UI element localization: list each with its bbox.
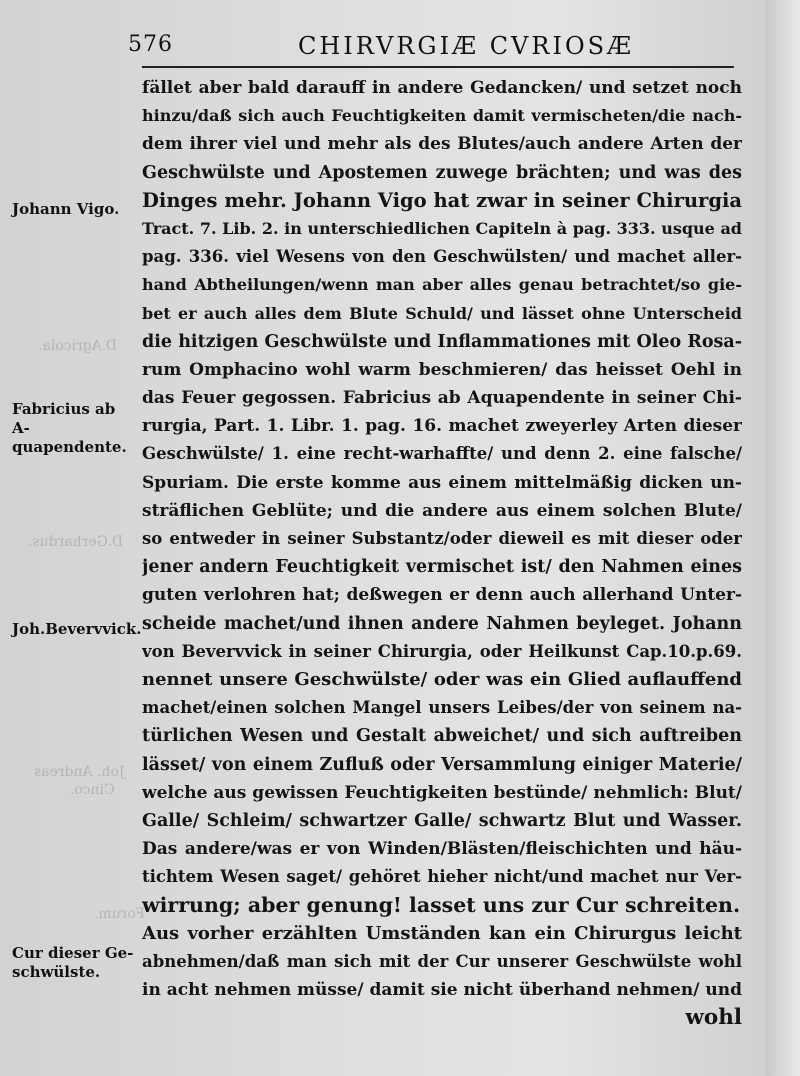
bleed-through-note: Cinco. — [70, 782, 115, 798]
bleed-through-note: D.Gerhardus. — [28, 534, 124, 550]
text-line: rum Omphacino wohl warm beschmieren/ das heisset Oehl in — [142, 359, 742, 380]
text-line: von Bevervvick in seiner Chirurgia, oder Heilkunst Cap.10.p.69. — [142, 641, 742, 661]
text-line: rurgia, Part. 1. Libr. 1. pag. 16. machet zweyerley Arten dieser — [142, 416, 742, 437]
text-line: fället aber bald darauff in andere Gedancken/ und setzet noch — [142, 78, 742, 98]
header-rule — [142, 66, 734, 68]
margin-note-text: Fabricius ab A- — [12, 400, 116, 437]
text-line: machet/einen solchen Mangel unsers Leibes/der von seinem na- — [142, 698, 742, 718]
text-line: abnehmen/daß man sich mit der Cur unserer Geschwülste wohl — [142, 951, 742, 971]
text-line: Das andere/was er von Winden/Blästen/fleischichten und häu- — [142, 839, 742, 860]
text-line: die hitzigen Geschwülste und Inflammationes mit Oleo Rosa- — [142, 331, 742, 352]
margin-note-beverwick — [12, 620, 142, 639]
page-header — [128, 32, 738, 66]
text-line: nennet unsere Geschwülste/ oder was ein Glied auflauffend — [142, 668, 742, 690]
text-line: Aus vorher erzählten Umständen kan ein Chirurgus leicht — [142, 922, 742, 944]
text-line: Geschwülste und Apostemen zuwege brächten; und was des — [142, 162, 742, 183]
text-line: dem ihrer viel und mehr als des Blutes/auch andere Arten der — [142, 134, 742, 155]
text-line: tichtem Wesen saget/ gehöret hieher nicht/und machet nur Ver- — [142, 867, 742, 887]
text-line: türlichen Wesen und Gestalt abweichet/ und sich auftreiben — [142, 726, 742, 747]
text-line: das Feuer gegossen. Fabricius ab Aquapendente in seiner Chi- — [142, 388, 742, 409]
text-line: sträflichen Geblüte; und die andere aus einem solchen Blute/ — [142, 500, 742, 521]
text-line: so entweder in seiner Substantz/oder dieweil es mit dieser oder — [142, 529, 742, 548]
margin-note-text: Johann Vigo. — [12, 200, 120, 218]
text-line: welche aus gewissen Feuchtigkeiten bestünde/ nehmlich: Blut/ — [142, 782, 742, 803]
margin-note-cur — [12, 944, 136, 982]
margin-note-text: Joh.Bevervvick. — [12, 620, 142, 638]
text-line: hand Abtheilungen/wenn man aber alles genau betrachtet/so gie- — [142, 275, 742, 295]
bleed-through-note: D.Agricola. — [38, 338, 117, 354]
margin-note-text: schwülste. — [12, 963, 101, 981]
running-head: CHIRVRGIÆ CVRIOSÆ — [298, 32, 635, 60]
text-line: pag. 336. viel Wesens von den Geschwülsten/ und machet aller- — [142, 247, 742, 267]
text-line: bet er auch alles dem Blute Schuld/ und lässet ohne Unterscheid — [142, 303, 742, 323]
text-line: jener andern Feuchtigkeit vermischet ist/ den Nahmen eines — [142, 557, 742, 578]
bleed-through-note: Forum. — [94, 906, 145, 922]
bleed-through-note: Joh. Andreas — [34, 764, 125, 780]
text-line: in acht nehmen müsse/ damit sie nicht überhand nehmen/ und — [142, 980, 742, 1000]
text-line: Geschwülste/ 1. eine recht-warhaffte/ und denn 2. eine falsche/ — [142, 444, 742, 464]
catchword: wohl — [685, 1005, 742, 1031]
margin-note-vigo — [12, 200, 136, 219]
body-text — [142, 74, 742, 1032]
text-line: wirrung; aber genung! lasset uns zur Cur schreiten. — [142, 893, 741, 918]
page-edge-shadow — [766, 0, 800, 1076]
text-line: Galle/ Schleim/ schwartzer Galle/ schwartz Blut und Wasser. — [142, 810, 742, 831]
margin-note-fabricius — [12, 400, 136, 457]
text-line: Tract. 7. Lib. 2. in unterschiedlichen Capiteln à pag. 333. usque ad — [142, 218, 742, 238]
margin-note-text: quapendente. — [12, 438, 127, 456]
text-line: scheide machet/und ihnen andere Nahmen beyleget. Johann — [142, 613, 742, 634]
page-number: 576 — [128, 32, 173, 57]
text-line: guten verlohren hat; deßwegen er denn auch allerhand Unter- — [142, 585, 742, 606]
text-line: Spuriam. Die erste komme aus einem mittelmäßig dicken un- — [142, 472, 742, 493]
margin-note-text: Cur dieser Ge- — [12, 944, 134, 962]
text-line: hinzu/daß sich auch Feuchtigkeiten damit vermischeten/die nach- — [142, 106, 742, 126]
text-line: Dinges mehr. Johann Vigo hat zwar in seiner Chirurgia — [142, 188, 742, 212]
text-line: lässet/ von einem Zufluß oder Versammlung einiger Materie/ — [142, 754, 742, 775]
